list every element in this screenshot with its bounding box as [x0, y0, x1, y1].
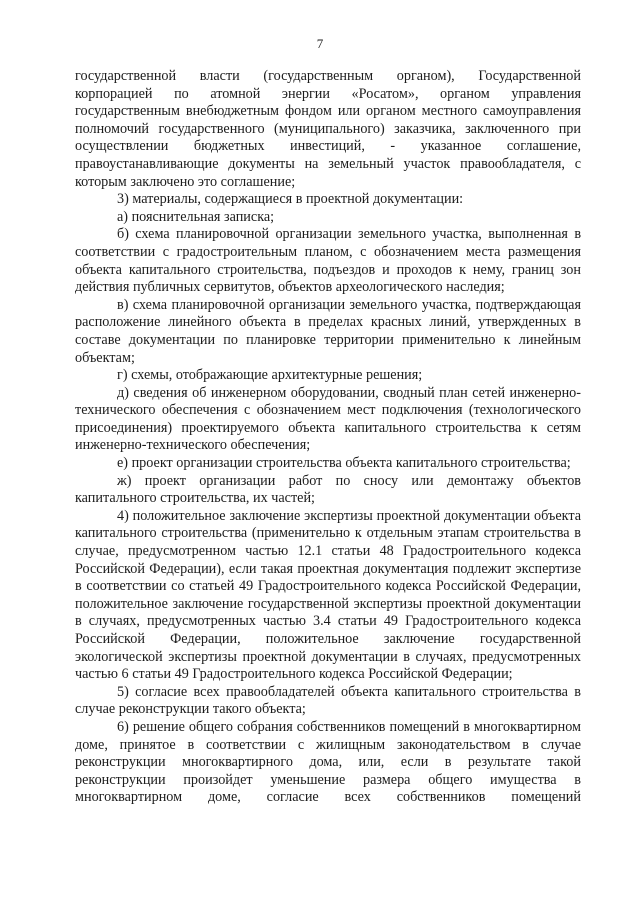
paragraph-item-3a [75, 209, 581, 227]
text-line: объекта капитального строительства (применительно к отдельным этапам [75, 507, 581, 542]
text-line: 4) положительное заключение экспертизы проектной документации [117, 507, 531, 524]
text-line: строительства в случае, предусмотренном частью 12.1 статьи 48 [75, 525, 581, 560]
document-body [75, 68, 581, 807]
text-line: в) схема планировочной организации земельного участка, [117, 296, 472, 313]
text-line: Градостроительного кодекса Российской Федерации), если такая проектная [75, 543, 581, 577]
text-line: действия публичных сервитутов, объектов археологического наследия; [75, 279, 505, 296]
text-line: объекта капитального строительства, подъездов и проходов к нему, границ зон [75, 261, 581, 278]
text-line: б) схема планировочной организации земельного участка, выполненная [117, 226, 568, 243]
paragraph-item-3d [75, 385, 581, 455]
text-line: строительства; [480, 455, 571, 472]
text-line: инженерно-технического обеспечения с обозначением мест подключения [75, 384, 581, 419]
text-line: Федерации, положительное заключение государственной экологической [75, 631, 582, 665]
text-line: экспертизы проектной документации в случаях, предусмотренных частью 6 [75, 648, 581, 683]
text-line: а) пояснительная записка; [117, 208, 275, 225]
paragraph-item-3b [75, 226, 581, 296]
text-line: самоуправления полномочий государственного (муниципального) заказчика, [75, 103, 581, 137]
text-line: строительства к сетям инженерно-технического обеспечения; [75, 419, 582, 454]
text-line: (технологического присоединения) проектируемого объекта капитального [75, 402, 581, 436]
paragraph-item-3e [75, 455, 581, 473]
text-line: капитального строительства, их частей; [75, 490, 316, 507]
text-line: соглашение, правоустанавливающие документы на земельный участок [75, 138, 581, 172]
text-line: имущества в многоквартирном доме, согласие всех собственников помещений [75, 771, 582, 806]
text-line: государственным внебюджетным фондом или органом местного [75, 103, 478, 120]
text-line: предусмотренных частью 3.4 статьи 49 Градостроительного кодекса Российской [75, 613, 582, 647]
text-line: документация подлежит экспертизе в соответствии со статьей 49 [75, 560, 581, 595]
text-line: 3) материалы, содержащиеся в проектной документации: [117, 191, 464, 208]
text-line: Градостроительного кодекса Российской Федерации, положительное [75, 578, 581, 612]
paragraph-continuation [75, 68, 581, 191]
text-line: д) сведения об инженерном оборудовании, сводный план сетей [117, 384, 506, 401]
paragraph-item-3g [75, 367, 581, 385]
text-line: подтверждающая расположение линейного объекта в пределах красных линий, [75, 296, 581, 331]
text-line: 6) решение общего собрания собственников помещений [117, 718, 460, 735]
text-line: заключение государственной экспертизы проектной документации в случаях, [75, 595, 581, 630]
text-line: правообладателя, с которым заключено это соглашение; [75, 155, 582, 190]
page-number: 7 [316, 36, 324, 51]
paragraph-item-4 [75, 508, 581, 684]
text-line: г) схемы, отображающие архитектурные решения; [117, 367, 423, 384]
text-line: законодательством в случае реконструкции многоквартирного дома, или, если [75, 736, 582, 771]
text-line: в случае реконструкции такого объекта; [75, 683, 581, 718]
paragraph-item-3 [75, 191, 581, 209]
paragraph-item-5 [75, 684, 581, 719]
paragraph-item-3zh [75, 473, 581, 508]
text-line: 5) согласие всех правообладателей объекта капитального строительства [117, 683, 568, 700]
paragraph-item-3v [75, 297, 581, 367]
text-line: в соответствии с градостроительным планом, с обозначением места размещения [75, 226, 582, 260]
text-line: в многоквартирном доме, принятое в соответствии с жилищным [75, 718, 582, 753]
text-line: ж) проект организации работ по сносу или демонтажу объектов [117, 472, 581, 489]
text-line: заключенного при осуществлении бюджетных инвестиций, - указанное [75, 120, 581, 155]
text-line: утвержденных в составе документации по планировке территории [75, 314, 581, 348]
text-line: применительно к линейным объектам; [75, 331, 582, 366]
text-line: в результате такой реконструкции произойдет уменьшение размера общего [75, 754, 581, 788]
paragraph-item-6 [75, 719, 581, 807]
text-line: статьи 49 Градостроительного кодекса Российской Федерации; [132, 666, 513, 683]
text-line: корпорацией по атомной энергии «Росатом», органом управления [75, 85, 581, 102]
text-line: е) проект организации строительства объекта капитального [117, 455, 478, 472]
text-line: государственной власти (государственным органом), Государственной [75, 68, 581, 84]
